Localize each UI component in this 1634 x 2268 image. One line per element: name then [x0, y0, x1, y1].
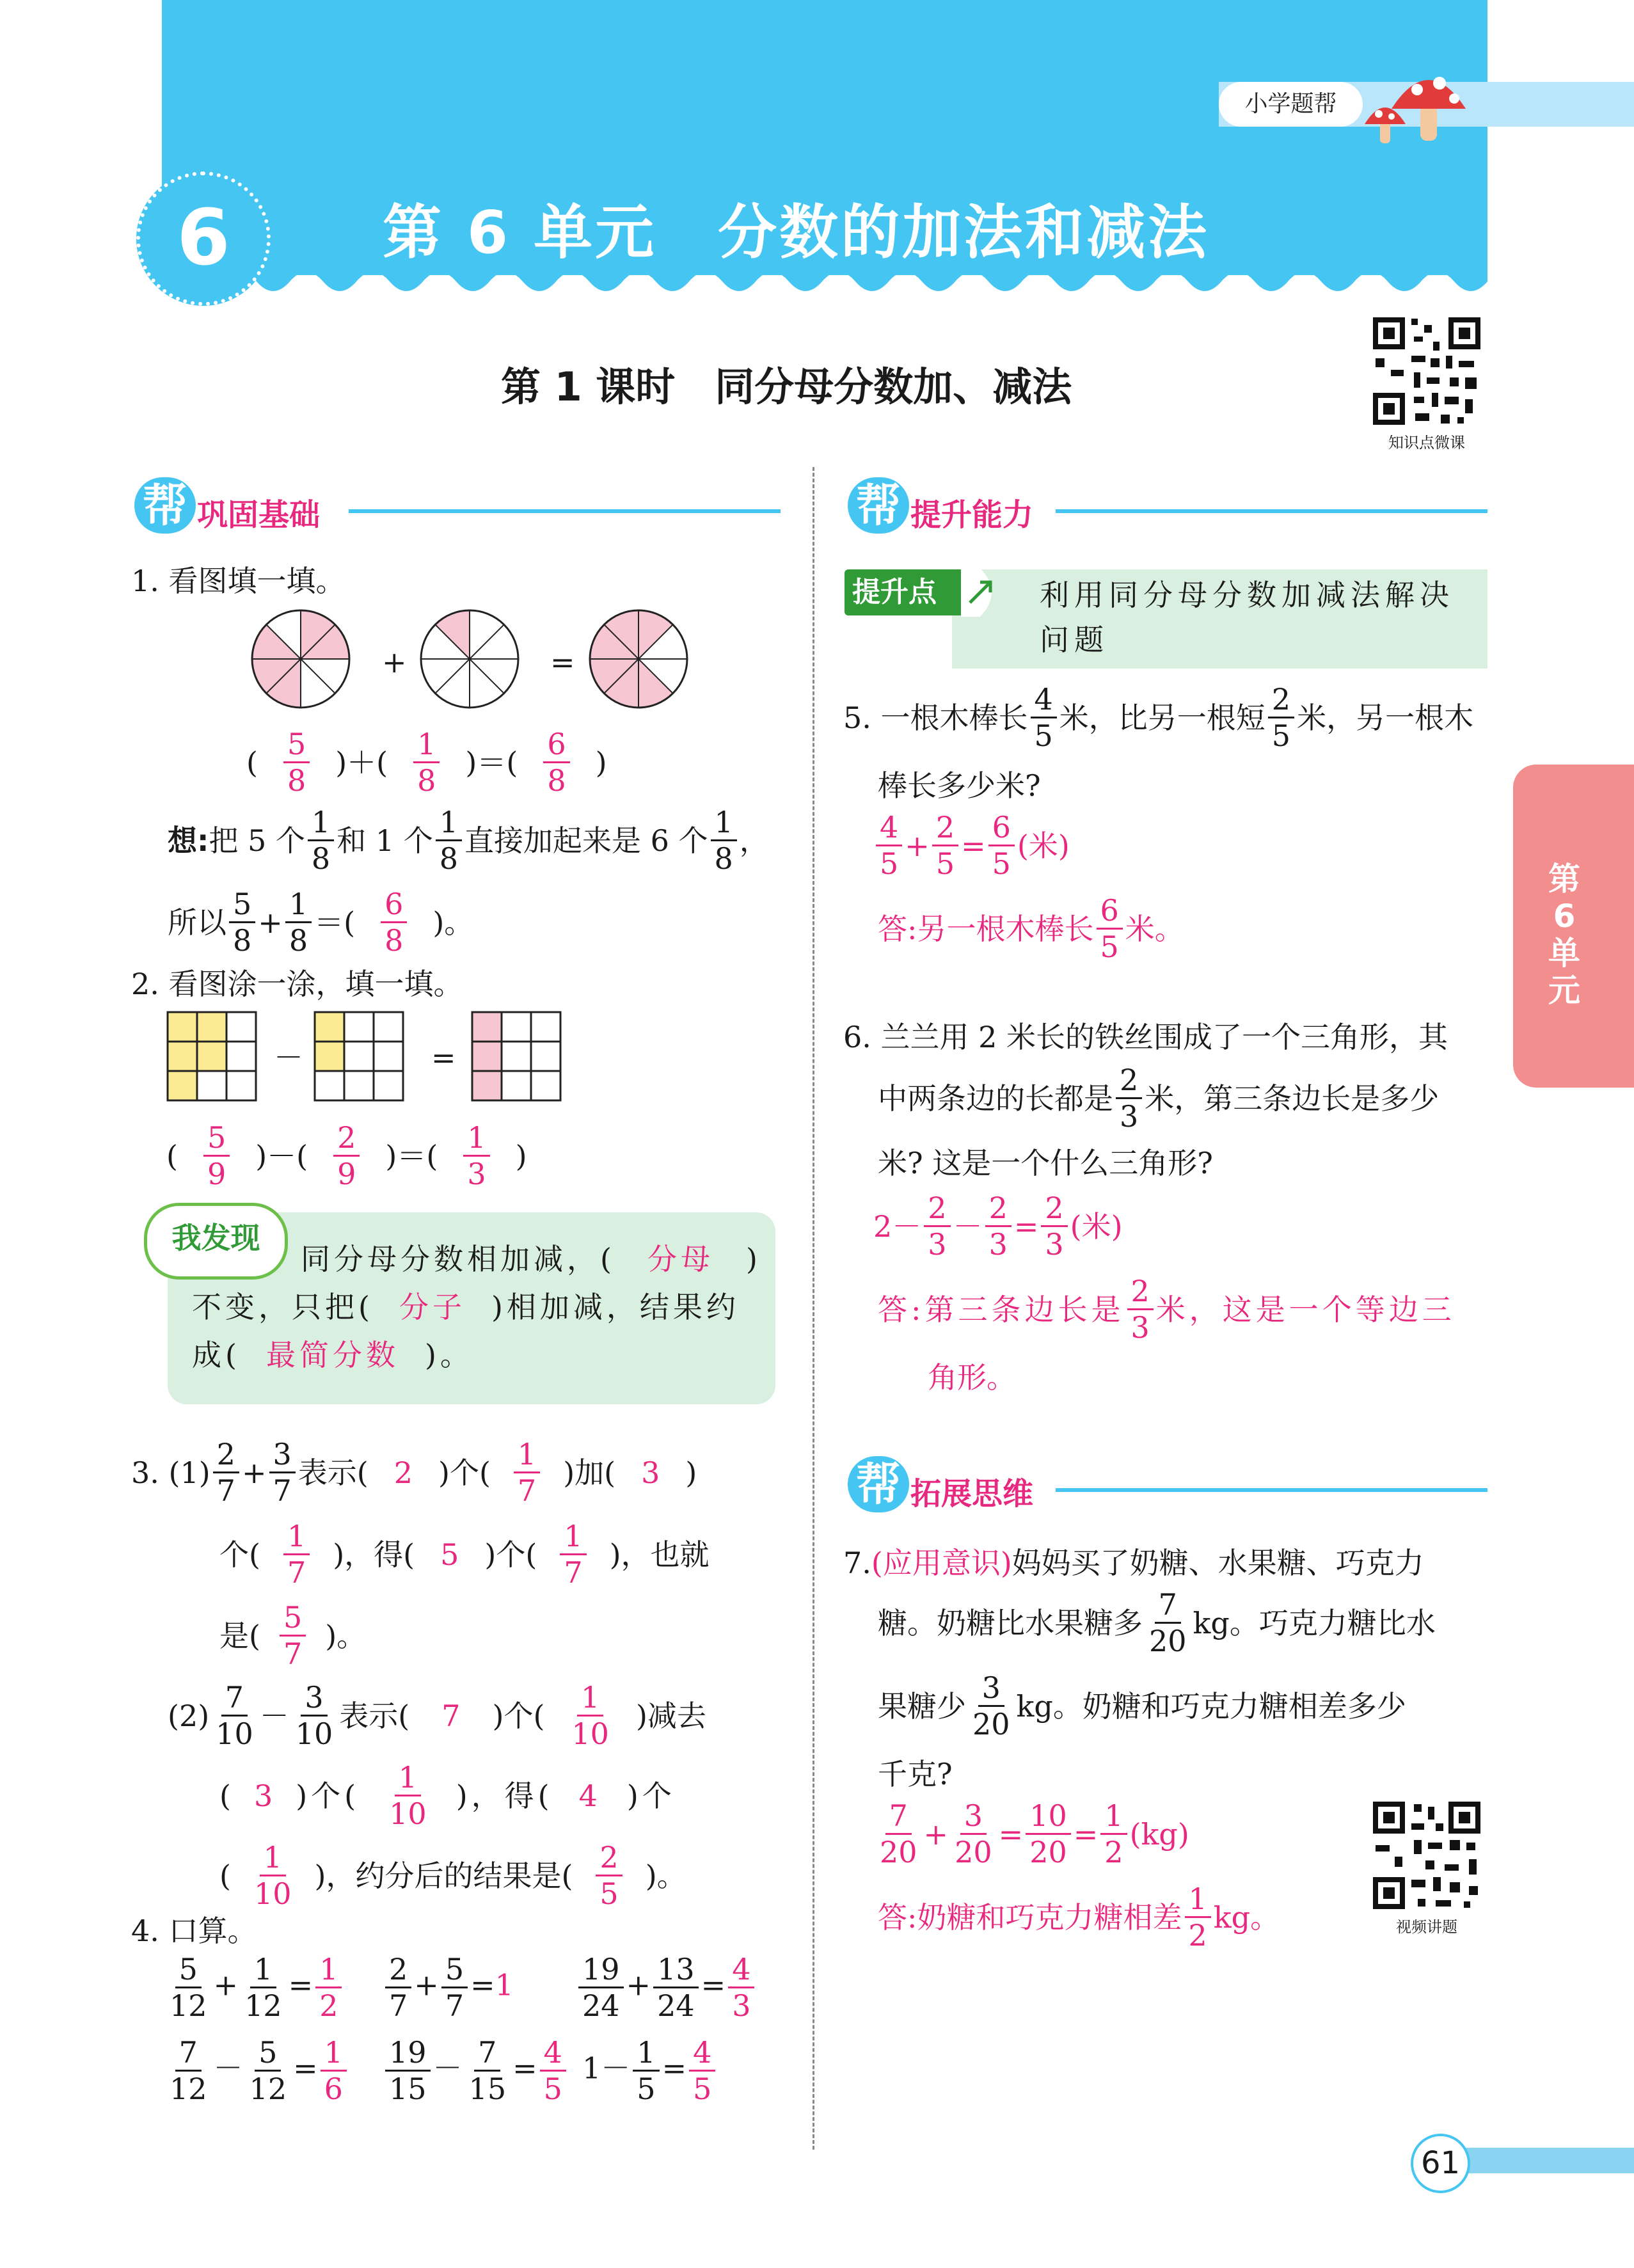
section-extend — [848, 1452, 1487, 1516]
equals-sign: = — [550, 645, 575, 679]
q5-answer: 答:另一根木棒长 $\frac{6}{5}$ 米。 — [878, 893, 1184, 964]
q7-line1: 7.(应用意识)妈妈买了奶糖、水果糖、巧克力 — [843, 1546, 1424, 1580]
discover-line-1: 同分母分数相加减，( 分母 ) — [301, 1242, 761, 1276]
mushroom-icon — [1353, 58, 1468, 147]
q3-part2-line1: (2) $\frac{7}{10}$ － $\frac{3}{10}$ 表示( 7 )个( $\frac{1}{10}$ )减去 — [168, 1680, 706, 1751]
q6-answer: 答:第三条边长是 $\frac{2}{3}$ 米，这是一个等边三 — [878, 1274, 1456, 1345]
section-icon: 帮 — [134, 477, 196, 534]
improve-point-text: 利用同分母分数加减法解决 — [1040, 578, 1454, 612]
qr-code-icon — [1369, 313, 1484, 429]
page-number: 61 — [1411, 2134, 1470, 2193]
column-divider — [813, 467, 814, 2150]
q3-part2-line2: ( 3 )个( $\frac{1}{10}$ )，得( 4 )个 — [219, 1760, 676, 1831]
section-icon: 帮 — [848, 1456, 909, 1512]
q7-solution: $\frac{7}{20}$ + $\frac{3}{20}$ = $\frac{10}{20}$ = $\frac{1}{2}$ (kg) — [880, 1798, 1189, 1869]
q3-part1-line1: 3. (1) $\frac{2}{7}$ + $\frac{3}{7}$ 表示( 2 )个( $\frac{1}{7}$ )加( 3 ) — [131, 1437, 697, 1508]
lesson-title: 第 1 课时 同分母分数加、减法 — [501, 363, 1072, 410]
improve-point-badge: 提升点 — [845, 569, 971, 615]
q6-line2: 中两条边的长都是 $\frac{2}{3}$ 米，第三条边长是多少 — [878, 1063, 1440, 1134]
section-icon: 帮 — [848, 477, 909, 534]
q6-solution: 2 － $\frac{2}{3}$ － $\frac{2}{3}$ = $\frac{2}{3}$ (米) — [873, 1191, 1123, 1262]
qr-caption: 视频讲题 — [1396, 1918, 1457, 1936]
q6-line1: 6. 兰兰用 2 米长的铁丝围成了一个三角形，其 — [843, 1020, 1448, 1054]
q1-so: 所以 $\frac{5}{8}$ + $\frac{1}{8}$ ＝( $\frac{6}{8}$ )。 — [168, 887, 474, 958]
q6-line3: 米? 这是一个什么三角形? — [878, 1146, 1213, 1180]
q1-answer-row: ( $\frac{5}{8}$ )＋( $\frac{1}{8}$ )＝( $\frac{6}{8}$ ) — [246, 727, 607, 798]
section-title: 提升能力 — [910, 497, 1034, 533]
brand-tag: 小学题帮 — [1219, 82, 1363, 127]
q5-line2: 棒长多少米? — [878, 768, 1041, 803]
section-consolidate — [134, 473, 781, 537]
unit-title: 第 6 单元 分数的加法和减法 — [383, 198, 1210, 267]
arrow-icon — [961, 568, 1006, 617]
q1-label: 1. 看图填一填。 — [131, 564, 345, 598]
q4-item: $\frac{19}{24}$ + $\frac{13}{24}$ = $\frac{4}{3}$ — [576, 1955, 757, 2020]
q1-circle-figure — [250, 608, 710, 717]
section-title: 巩固基础 — [197, 497, 321, 533]
plus-sign: + — [382, 645, 407, 679]
q3-part1-line2: 个( $\frac{1}{7}$ )，得( 5 )个( $\frac{1}{7}$ )，也就 — [219, 1519, 710, 1590]
side-tab: 第6单元 — [1513, 765, 1634, 1088]
discover-badge: 我发现 — [144, 1203, 288, 1280]
q2-grid-figure — [166, 1011, 569, 1107]
q2-answer-row: ( $\frac{5}{9}$ )－( $\frac{2}{9}$ )＝( $\frac{1}{3}$ ) — [166, 1120, 527, 1191]
qr-code-icon — [1369, 1798, 1484, 1913]
discover-line-2: 不变，只把( 分子 )相加减，结果约 — [192, 1290, 740, 1324]
q4-item: $\frac{7}{12}$ － $\frac{5}{12}$ = $\frac{1}{6}$ — [163, 2038, 349, 2104]
q2-label: 2. 看图涂一涂，填一填。 — [131, 967, 463, 1001]
q4-item: $\frac{19}{15}$ － $\frac{7}{15}$ = $\frac{4}{5}$ — [383, 2038, 569, 2104]
q7-answer: 答:奶糖和巧克力糖相差 $\frac{1}{2}$ kg。 — [878, 1882, 1280, 1953]
q3-part2-line3: ( $\frac{1}{10}$ )，约分后的结果是( $\frac{2}{5}$ )。 — [219, 1840, 686, 1911]
section-improve — [848, 473, 1487, 537]
q7-line2: 糖。奶糖比水果糖多 $\frac{7}{20}$ kg。巧克力糖比水 — [878, 1587, 1436, 1658]
q7-line4: 千克? — [878, 1757, 953, 1791]
discover-line-3: 成( 最简分数 )。 — [192, 1338, 473, 1372]
unit-number-badge: 6 — [136, 171, 271, 306]
improve-point-text: 问题 — [1040, 623, 1109, 657]
q6-answer-cont: 角形。 — [928, 1360, 1016, 1395]
q3-part1-line3: 是( $\frac{5}{7}$ )。 — [219, 1600, 367, 1671]
q4-item: $\frac{5}{12}$ + $\frac{1}{12}$ = $\frac{1}{2}$ — [163, 1955, 344, 2020]
q5-solution: $\frac{4}{5}$ + $\frac{2}{5}$ = $\frac{6}{5}$ (米) — [873, 813, 1070, 878]
q1-think: 想: 把 5 个 $\frac{1}{8}$ 和 1 个 $\frac{1}{8}$ 直接加起来是 6 个 $\frac{1}{8}$ ， — [168, 805, 769, 876]
q4-item: $\frac{2}{7}$ + $\frac{5}{7}$ =1 — [383, 1955, 514, 2020]
equals-sign: = — [431, 1040, 456, 1075]
q4-label: 4. 口算。 — [131, 1914, 257, 1948]
minus-sign: － — [274, 1040, 303, 1075]
q7-line3: 果糖少 $\frac{3}{20}$ kg。奶糖和巧克力糖相差多少 — [878, 1670, 1406, 1741]
section-title: 拓展思维 — [910, 1476, 1034, 1512]
q4-item: 1－ $\frac{1}{5}$ = $\frac{4}{5}$ — [582, 2038, 718, 2104]
page-number-bar — [1446, 2148, 1634, 2173]
qr-caption: 知识点微课 — [1388, 434, 1465, 452]
q5-line1: 5. 一根木棒长 $\frac{4}{5}$ 米，比另一根短 $\frac{2}{5}$ 米，另一根木 — [843, 682, 1474, 753]
